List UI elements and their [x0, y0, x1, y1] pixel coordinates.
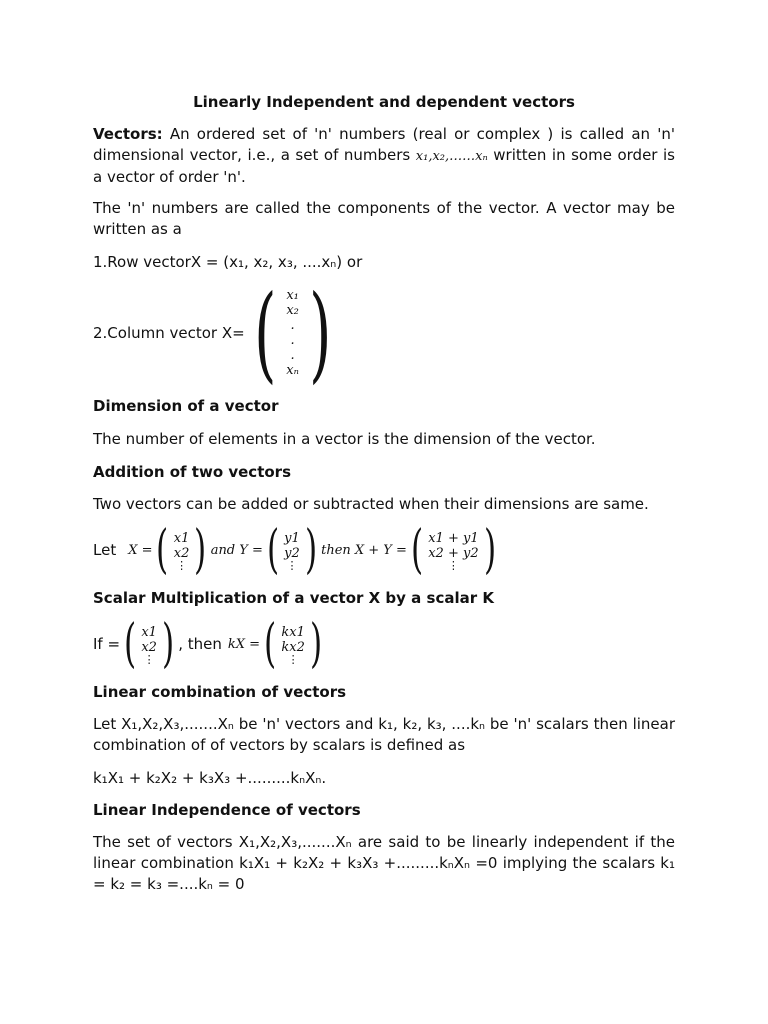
column-entry: . [290, 348, 295, 363]
kx-entry: kx1 [281, 624, 305, 640]
sum-entry: x1 + y1 [428, 530, 479, 546]
column-vector-entries [285, 288, 300, 378]
sum-matrix: ( x1 + y1 x2 + y2 ⋮ ) [410, 520, 496, 580]
column-entry: x₁ [286, 288, 299, 303]
vectors-paragraph [93, 124, 675, 188]
scalar-x-entry: ⋮ [143, 652, 155, 666]
column-vector-matrix: ( x₁ x₂ . . . xₙ ) [253, 272, 332, 394]
if-equals: If = [93, 634, 121, 653]
vectors-label: Vectors: [93, 125, 163, 143]
vectors-text-1: An ordered set of 'n' numbers (real or complex ) is called an 'n' dimensional vector, i.e., a set of numbers [93, 125, 675, 164]
and-y-equals: and Y = [210, 542, 263, 558]
column-entry: . [290, 318, 295, 333]
document-title: Linearly Independent and dependent vectors [193, 93, 575, 111]
then-x-plus-y: then X + Y = [321, 542, 407, 558]
addition-text: Two vectors can be added or subtracted when their dimensions are same. [93, 495, 649, 513]
sum-entry: ⋮ [447, 558, 459, 572]
x-matrix: ( x1 x2 ⋮ ) [156, 520, 207, 580]
addition-heading: Addition of two vectors [93, 463, 291, 481]
scalar-x-matrix: ( x1 x2 ⋮ ) [124, 614, 175, 674]
column-entry: x₂ [286, 303, 299, 318]
linear-combination-text: Let X₁,X₂,X₃,.......Xₙ be 'n' vectors and k₁, k₂, k₃, ....kₙ be 'n' scalars then linear combination of of vectors by scalars is defined as [93, 715, 675, 754]
x-equals: X = [128, 542, 153, 558]
scalar-equation [93, 614, 675, 674]
kx-equals: kX = [227, 636, 261, 652]
y-matrix: ( y1 y2 ⋮ ) [266, 520, 318, 580]
addition-equation [93, 520, 675, 580]
components-paragraph: The 'n' numbers are called the components of the vector. A vector may be written as a [93, 199, 675, 238]
independence-heading: Linear Independence of vectors [93, 801, 361, 819]
row-vector-line: 1.Row vectorX = (x₁, x₂, x₃, ....xₙ) or [93, 253, 363, 271]
dimension-text: The number of elements in a vector is the dimension of the vector. [93, 430, 596, 448]
x-entry: x2 [173, 545, 190, 561]
column-vector-label: 2.Column vector X= [93, 323, 245, 342]
x-entry: ⋮ [176, 558, 188, 572]
vectors-math: x₁,x₂,……xₙ [415, 149, 488, 164]
kx-entry: ⋮ [287, 652, 299, 666]
vectors-text-2: written in some order is a vector of order 'n'. [93, 146, 675, 186]
kx-matrix: ( kx1 kx2 ⋮ ) [264, 614, 323, 674]
dimension-heading: Dimension of a vector [93, 397, 279, 415]
column-entry: . [290, 333, 295, 348]
scalar-then: , then [178, 634, 222, 653]
let-label: Let [93, 540, 117, 559]
linear-combination-formula: k₁X₁ + k₂X₂ + k₃X₃ +.........kₙXₙ. [93, 769, 327, 787]
scalar-x-entry: x2 [141, 639, 157, 655]
linear-combination-heading: Linear combination of vectors [93, 683, 347, 701]
scalar-x-entry: x1 [141, 624, 157, 640]
independence-text: The set of vectors X₁,X₂,X₃,.......Xₙ are said to be linearly independent if the linear combination k₁X₁ + k₂X₂ + k₃X₃ +.........kₙXₙ =0 implying the scalars k₁ = k₂ = k₃ =....kₙ = 0 [93, 833, 675, 893]
y-entry: ⋮ [286, 558, 298, 572]
y-entry: y2 [284, 545, 300, 561]
y-entry: y1 [284, 530, 300, 546]
scalar-heading: Scalar Multiplication of a vector X by a scalar K [93, 589, 494, 607]
column-vector-line [93, 272, 675, 394]
sum-entry: x2 + y2 [428, 545, 479, 561]
kx-entry: kx2 [281, 639, 305, 655]
x-entry: x1 [173, 530, 190, 546]
column-entry: xₙ [286, 363, 299, 378]
